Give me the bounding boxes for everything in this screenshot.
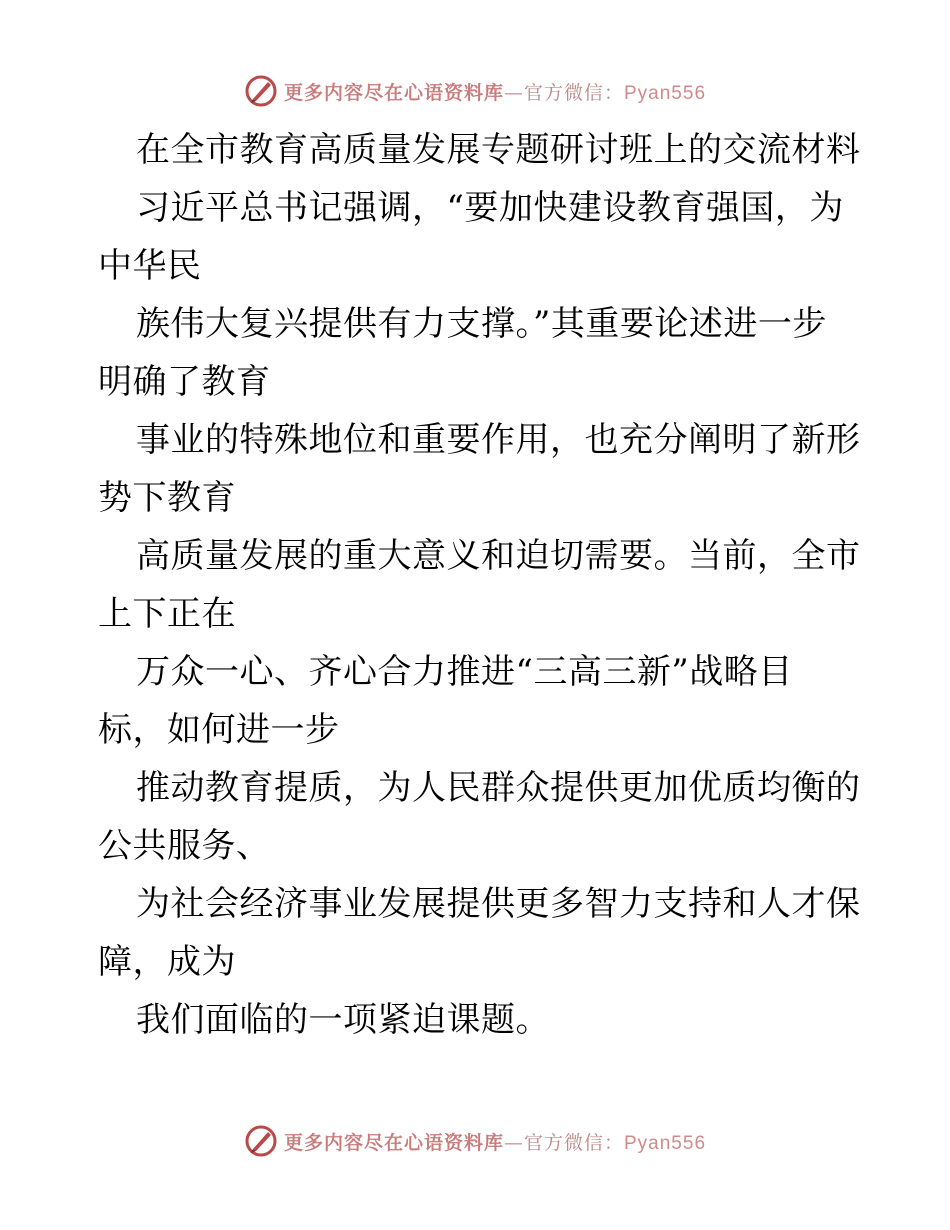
text-line: 习近平总书记强调，“要加快建设教育强国，为 — [136, 188, 844, 228]
text-line: 为社会经济事业发展提供更多智力支持和人才保 — [136, 884, 861, 924]
watermark-wechat-label: 官方微信： — [523, 1131, 624, 1154]
text-line: 势下教育 — [98, 478, 236, 518]
text-line: 事业的特殊地位和重要作用，也充分阐明了新形 — [136, 420, 861, 460]
watermark-wechat-id: Pyan556 — [624, 82, 707, 104]
text-line: 万众一心、齐心合力推进“三高三新”战略目 — [136, 652, 793, 692]
text-line: 公共服务、 — [98, 826, 271, 866]
red-pen-seal-icon — [244, 74, 278, 108]
document-body — [98, 121, 861, 1049]
watermark-wechat-label: 官方微信： — [523, 81, 624, 104]
watermark-wechat-id: Pyan556 — [624, 1132, 707, 1154]
text-line: 高质量发展的重大意义和迫切需要。当前，全市 — [136, 536, 861, 576]
watermark-main: 更多内容尽在心语资料库 — [283, 81, 504, 104]
text-line: 推动教育提质，为人民群众提供更加优质均衡的 — [136, 768, 861, 808]
watermark-dash: — — [503, 1131, 524, 1154]
text-line: 明确了教育 — [98, 362, 271, 402]
text-line: 上下正在 — [98, 594, 236, 634]
watermark-text — [284, 1128, 706, 1155]
text-line: 中华民 — [98, 246, 202, 286]
footer-watermark — [0, 1121, 950, 1161]
watermark-main: 更多内容尽在心语资料库 — [283, 1131, 504, 1154]
text-line: 标，如何进一步 — [98, 710, 340, 750]
text-line: 障，成为 — [98, 942, 236, 982]
text-line: 在全市教育高质量发展专题研讨班上的交流材料 — [136, 130, 861, 170]
watermark-text — [284, 78, 706, 105]
watermark-dash: — — [503, 81, 524, 104]
text-line: 族伟大复兴提供有力支撑。”其重要论述进一步 — [136, 304, 827, 344]
header-watermark — [0, 71, 950, 111]
text-line: 我们面临的一项紧迫课题。 — [136, 1000, 550, 1040]
red-pen-seal-icon — [244, 1124, 278, 1158]
